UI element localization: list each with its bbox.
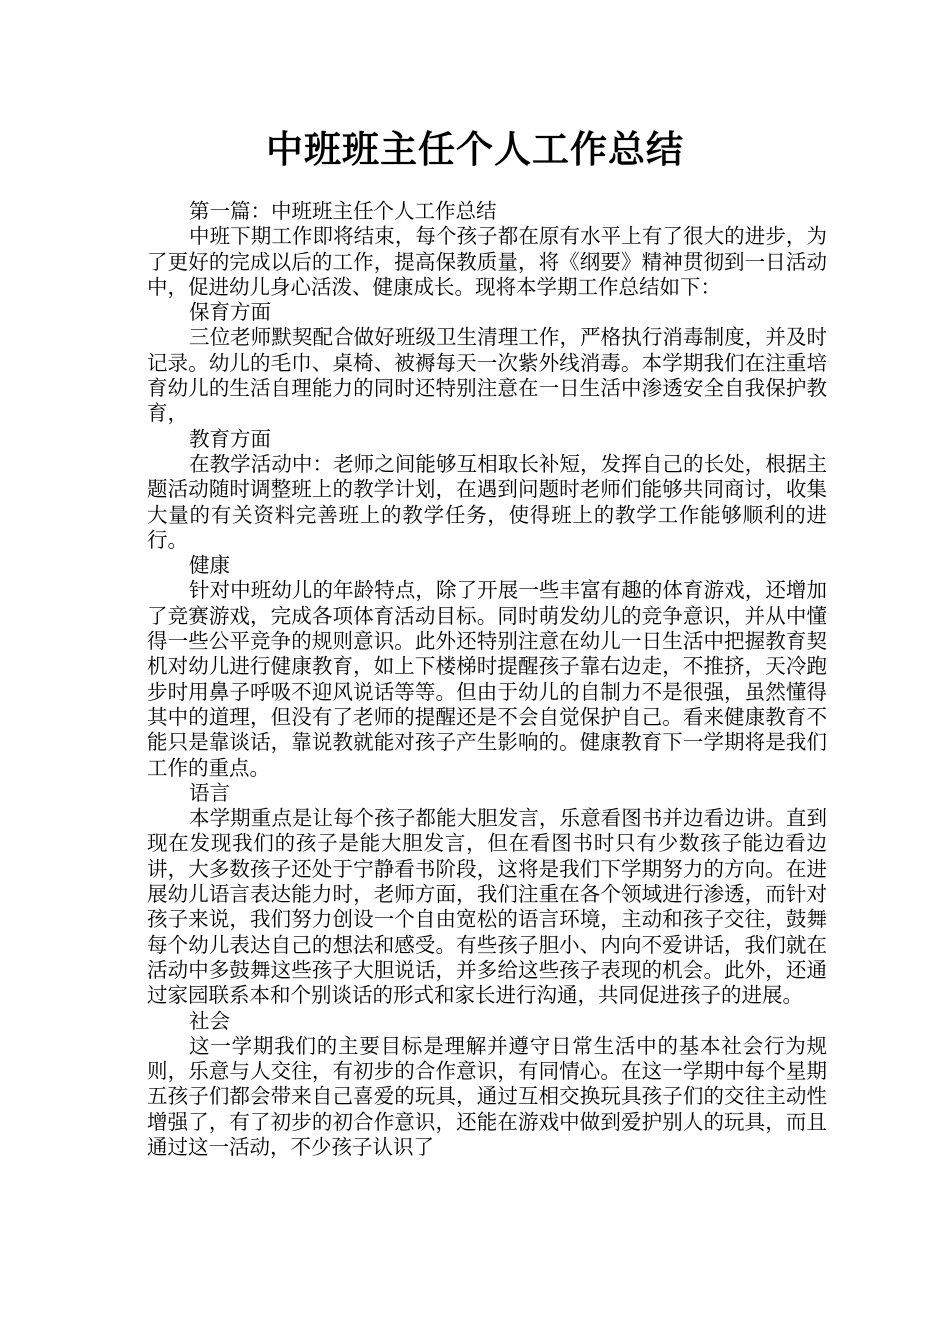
section-heading: 语言 bbox=[189, 780, 230, 805]
paragraph: 这一学期我们的主要目标是理解并遵守日常生活中的基本社会行为规则，乐意与人交往，有初步的合作意识，有同情心。在这一学期中每个星期五孩子们都会带来自己喜爱的玩具，通过互相交换玩具孩子们的交往主动性增强了，有了初步的初合作意识，还能在游戏中做到爱护别人的玩具，而且通过这一活动，不少孩子认识了 bbox=[147, 1033, 827, 1159]
document-body bbox=[147, 199, 827, 1160]
paragraph: 针对中班幼儿的年龄特点，除了开展一些丰富有趣的体育游戏，还增加了竞赛游戏，完成各项体育活动目标。同时萌发幼儿的竞争意识，并从中懂得一些公平竞争的规则意识。此外还特别注意在幼儿一日生活中把握教育契机对幼儿进行健康教育，如上下楼梯时提醒孩子靠右边走，不推挤，天冷跑步时用鼻子呼吸不迎风说话等等。但由于幼儿的自制力不是很强，虽然懂得其中的道理，但没有了老师的提醒还是不会自觉保护自己。看来健康教育不能只是靠谈话，靠说教就能对孩子产生影响的。健康教育下一学期将是我们工作的重点。 bbox=[147, 578, 827, 780]
document-title: 中班班主任个人工作总结 bbox=[266, 128, 684, 171]
paragraph: 本学期重点是让每个孩子都能大胆发言，乐意看图书并边看边讲。直到现在发现我们的孩子是能大胆发言，但在看图书时只有少数孩子能边看边讲，大多数孩子还处于宁静看书阶段，这将是我们下学期努力的方向。在进展幼儿语言表达能力时，老师方面，我们注重在各个领域进行渗透，而针对孩子来说，我们努力创设一个自由宽松的语言环境，主动和孩子交往，鼓舞每个幼儿表达自己的想法和感受。有些孩子胆小、内向不爱讲话，我们就在活动中多鼓舞这些孩子大胆说话，并多给这些孩子表现的机会。此外，还通过家园联系本和个别谈话的形式和家长进行沟通，共同促进孩子的进展。 bbox=[147, 806, 827, 1008]
paragraph: 三位老师默契配合做好班级卫生清理工作，严格执行消毒制度，并及时记录。幼儿的毛巾、桌椅、被褥每天一次紫外线消毒。本学期我们在注重培育幼儿的生活自理能力的同时还特别注意在一日生活中渗透安全自我保护教育， bbox=[147, 325, 827, 426]
section-heading: 教育方面 bbox=[189, 426, 271, 451]
paragraph: 中班下期工作即将结束，每个孩子都在原有水平上有了很大的进步，为了更好的完成以后的工作，提高保教质量，将《纲要》精神贯彻到一日活动中，促进幼儿身心活泼、健康成长。现将本学期工作总结如下： bbox=[147, 224, 827, 299]
section-heading: 保育方面 bbox=[189, 300, 271, 325]
section-heading: 健康 bbox=[189, 553, 230, 578]
section-heading: 第一篇：中班班主任个人工作总结 bbox=[189, 199, 497, 223]
section-heading: 社会 bbox=[189, 1008, 230, 1033]
paragraph: 在教学活动中：老师之间能够互相取长补短，发挥自己的长处，根据主题活动随时调整班上的教学计划，在遇到问题时老师们能够共同商讨，收集大量的有关资料完善班上的教学任务，使得班上的教学工作能够顺利的进行。 bbox=[147, 451, 827, 552]
